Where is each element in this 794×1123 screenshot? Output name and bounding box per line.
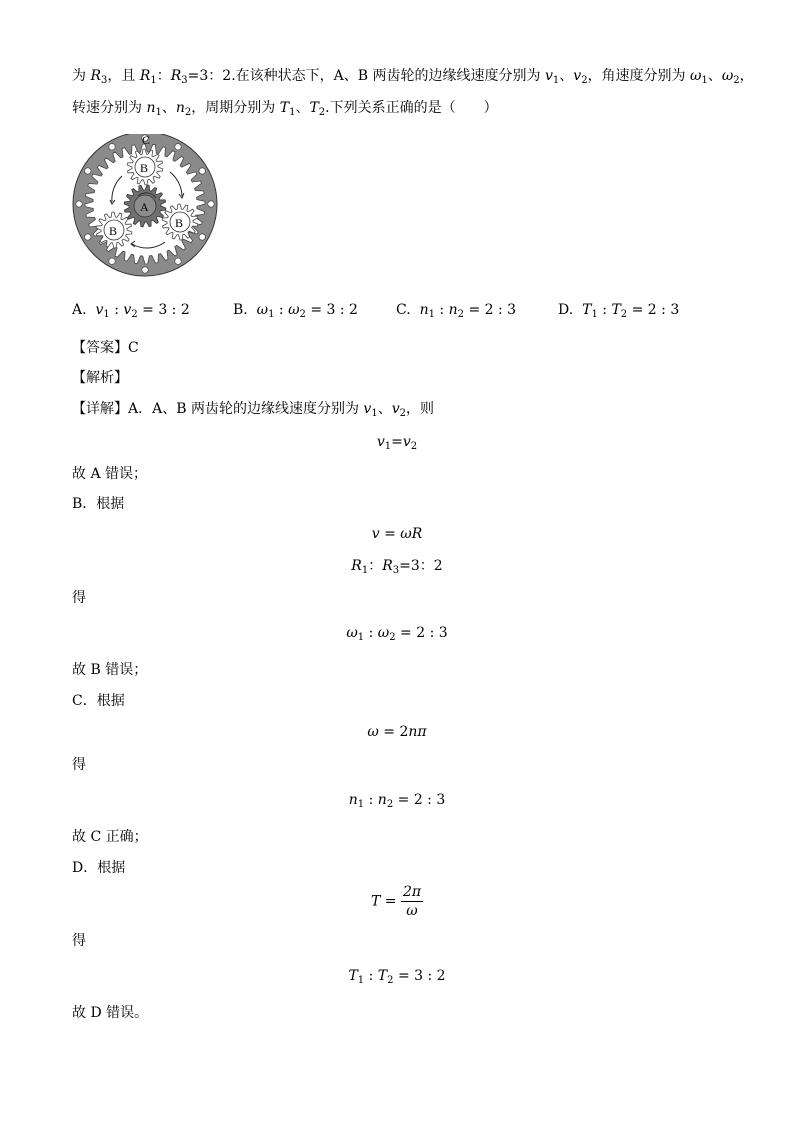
text: ，且 — [107, 68, 140, 84]
colon: ： — [368, 558, 383, 574]
ring-hole — [85, 234, 91, 240]
symbol: ω — [690, 68, 702, 84]
symbol: R — [351, 558, 362, 574]
label-b: B — [140, 161, 149, 175]
subscript: 2 — [733, 75, 740, 86]
gear-diagram — [70, 134, 220, 284]
equals: = — [391, 434, 403, 450]
subscript: 2 — [387, 975, 394, 986]
option-ratio: = 2 : 3 — [631, 302, 680, 318]
subscript: 1 — [150, 75, 157, 86]
symbol: ω — [377, 625, 390, 641]
subscript: 2 — [581, 75, 588, 86]
symbol: T — [370, 893, 381, 910]
label-b: B — [175, 216, 184, 230]
question-line-1 — [72, 66, 754, 91]
de-text: 得 — [72, 590, 86, 606]
symbol: n — [448, 302, 458, 318]
equation-omega-2npi — [0, 722, 794, 742]
a-conclusion: 故 A 错误； — [72, 466, 148, 482]
equation-t-2pi-omega — [0, 883, 794, 920]
symbol: n — [146, 100, 156, 116]
symbol: ω — [346, 625, 358, 641]
symbol: n — [175, 100, 185, 116]
de-text: 得 — [72, 757, 86, 773]
symbol: n — [408, 724, 418, 740]
text: 、 — [377, 401, 392, 417]
symbol: ω — [288, 302, 300, 318]
symbol: v — [376, 434, 385, 450]
equation-v-omega-r — [0, 524, 794, 544]
subscript: 3 — [101, 75, 108, 86]
text: A．A、B 两齿轮的边缘线速度分别为 — [128, 401, 364, 417]
ring-hole — [199, 168, 205, 174]
equation-omega-ratio: $\omega_1$ : $\omega_2 = 2$ : 3 — [346, 625, 448, 643]
symbol: R — [411, 526, 423, 542]
b-label: B．根据 — [72, 496, 125, 512]
symbol: T — [279, 100, 290, 116]
c-conclusion: 故 C 正确； — [72, 829, 148, 845]
subscript: 1 — [155, 107, 162, 118]
subscript: 2 — [131, 309, 138, 320]
detail-intro — [72, 399, 434, 424]
subscript: 1 — [357, 799, 365, 810]
text: =3：2 — [399, 558, 443, 574]
option-letter: A. — [72, 302, 87, 318]
symbol: n — [348, 792, 358, 808]
d-conclusion: 故 D 错误。 — [72, 1005, 149, 1021]
c-label: C．根据 — [72, 693, 125, 709]
symbol: R — [139, 68, 151, 84]
symbol: ω — [367, 724, 379, 740]
text: =3：2.在该种状态下，A、B 两齿轮的边缘线速度分别为 — [187, 68, 545, 84]
answer-value: C — [128, 340, 139, 356]
symbol: T — [348, 968, 358, 984]
subscript: 3 — [392, 565, 400, 576]
option-letter: B. — [233, 302, 248, 318]
subscript: 2 — [318, 107, 326, 118]
option-c: C. $n_1$ : $n_2 = 2$ : 3 — [396, 302, 517, 320]
equation-t-ratio: $T_1$ : $T_2 = 3$ : 2 — [348, 968, 446, 986]
subscript: 3 — [181, 75, 188, 86]
subscript: 2 — [299, 309, 306, 320]
symbol: v — [573, 68, 582, 84]
equals: = — [379, 526, 401, 542]
equation-r-ratio — [0, 556, 794, 581]
symbol: T — [309, 100, 319, 116]
analysis-tag: 【解析】 — [72, 370, 128, 386]
symbol: π — [417, 724, 427, 740]
symbol: R — [170, 68, 182, 84]
subscript: 2 — [457, 309, 465, 320]
ring-hole — [76, 201, 82, 207]
symbol: v — [391, 401, 400, 417]
option-ratio: = 3 : 2 — [142, 302, 190, 318]
equation-n-ratio: $n_1$ : $n_2 = 2$ : 3 — [348, 792, 446, 810]
subscript: 1 — [552, 75, 560, 86]
text: .下列关系正确的是（ ） — [325, 100, 498, 116]
symbol: n — [419, 302, 429, 318]
text: ， — [739, 68, 754, 84]
ring-hole — [199, 234, 205, 240]
label-b: B — [109, 224, 118, 238]
text: ，角速度分别为 — [587, 68, 691, 84]
ring-hole — [175, 144, 181, 150]
planetary-gear-figure — [70, 134, 220, 284]
subscript: 1 — [357, 975, 365, 986]
equation-ratio: = 2 : 3 — [395, 625, 448, 641]
subscript: 1 — [428, 309, 435, 320]
symbol: n — [377, 792, 387, 808]
text: 、 — [559, 68, 574, 84]
ring-hole — [109, 144, 115, 150]
ring-hole — [142, 267, 148, 273]
subscript: 2 — [399, 408, 407, 419]
fraction — [401, 883, 423, 920]
text: ，周期分别为 — [191, 100, 280, 116]
subscript: 1 — [268, 309, 275, 320]
label-c: C — [142, 134, 151, 147]
symbol: v — [371, 526, 380, 542]
option-b: B. $\omega_1$ : $\omega_2 = 3$ : 2 — [233, 302, 358, 320]
ring-hole — [85, 168, 91, 174]
b-conclusion: 故 B 错误； — [72, 662, 148, 678]
subscript: 1 — [701, 75, 708, 86]
option-ratio: = 3 : 2 — [310, 302, 358, 318]
subscript: 1 — [103, 309, 110, 320]
subscript: 1 — [357, 632, 365, 643]
subscript: 1 — [289, 107, 296, 118]
option-d: D. $T_1$ : $T_2 = 2$ : 3 — [558, 302, 680, 320]
ring-hole — [208, 201, 214, 207]
fraction-denominator: ω — [406, 903, 418, 919]
option-letter: C. — [396, 302, 411, 318]
label-a: A — [140, 200, 149, 214]
equals: = — [380, 893, 401, 910]
subscript: 2 — [386, 799, 394, 810]
text: 、 — [295, 100, 310, 116]
option-a: A. $v_1$ : $v_2 = 3$ : 2 — [72, 302, 190, 320]
option-ratio: = 2 : 3 — [468, 302, 517, 318]
symbol: ω — [400, 526, 412, 542]
equation-ratio: = 3 : 2 — [393, 968, 446, 984]
symbol: R — [382, 558, 393, 574]
answer-line — [72, 338, 139, 358]
subscript: 2 — [620, 309, 628, 320]
detail-tag: 【详解】 — [72, 401, 128, 417]
text: 、 — [161, 100, 176, 116]
text: 为 — [72, 68, 91, 84]
subscript: 2 — [389, 632, 396, 643]
subscript: 1 — [591, 309, 598, 320]
de-text: 得 — [72, 933, 86, 949]
symbol: v — [123, 302, 132, 318]
symbol: v — [95, 302, 104, 318]
symbol: v — [363, 401, 372, 417]
text: ： — [156, 68, 171, 84]
d-label: D．根据 — [72, 860, 126, 876]
text: = 2 — [378, 724, 409, 740]
symbol: T — [582, 302, 592, 318]
symbol: T — [377, 968, 388, 984]
symbol: R — [90, 68, 101, 84]
equation-v1-v2 — [0, 432, 794, 457]
text: ，则 — [406, 401, 435, 417]
answer-tag: 【答案】 — [72, 340, 128, 356]
symbol: ω — [256, 302, 269, 318]
subscript: 2 — [184, 107, 192, 118]
symbol: v — [544, 68, 553, 84]
symbol: T — [611, 302, 621, 318]
ring-hole — [175, 258, 181, 264]
fraction-numerator: 2π — [402, 884, 422, 900]
subscript: 1 — [361, 565, 369, 576]
symbol: v — [402, 434, 411, 450]
subscript: 1 — [371, 408, 378, 419]
subscript: 1 — [384, 441, 392, 452]
subscript: 2 — [410, 441, 418, 452]
ring-hole — [109, 258, 115, 264]
question-line-2 — [72, 98, 498, 123]
text: 转速分别为 — [72, 100, 147, 116]
option-letter: D. — [558, 302, 574, 318]
text: 、 — [707, 68, 722, 84]
equation-ratio: = 2 : 3 — [393, 792, 446, 808]
symbol: ω — [721, 68, 734, 84]
